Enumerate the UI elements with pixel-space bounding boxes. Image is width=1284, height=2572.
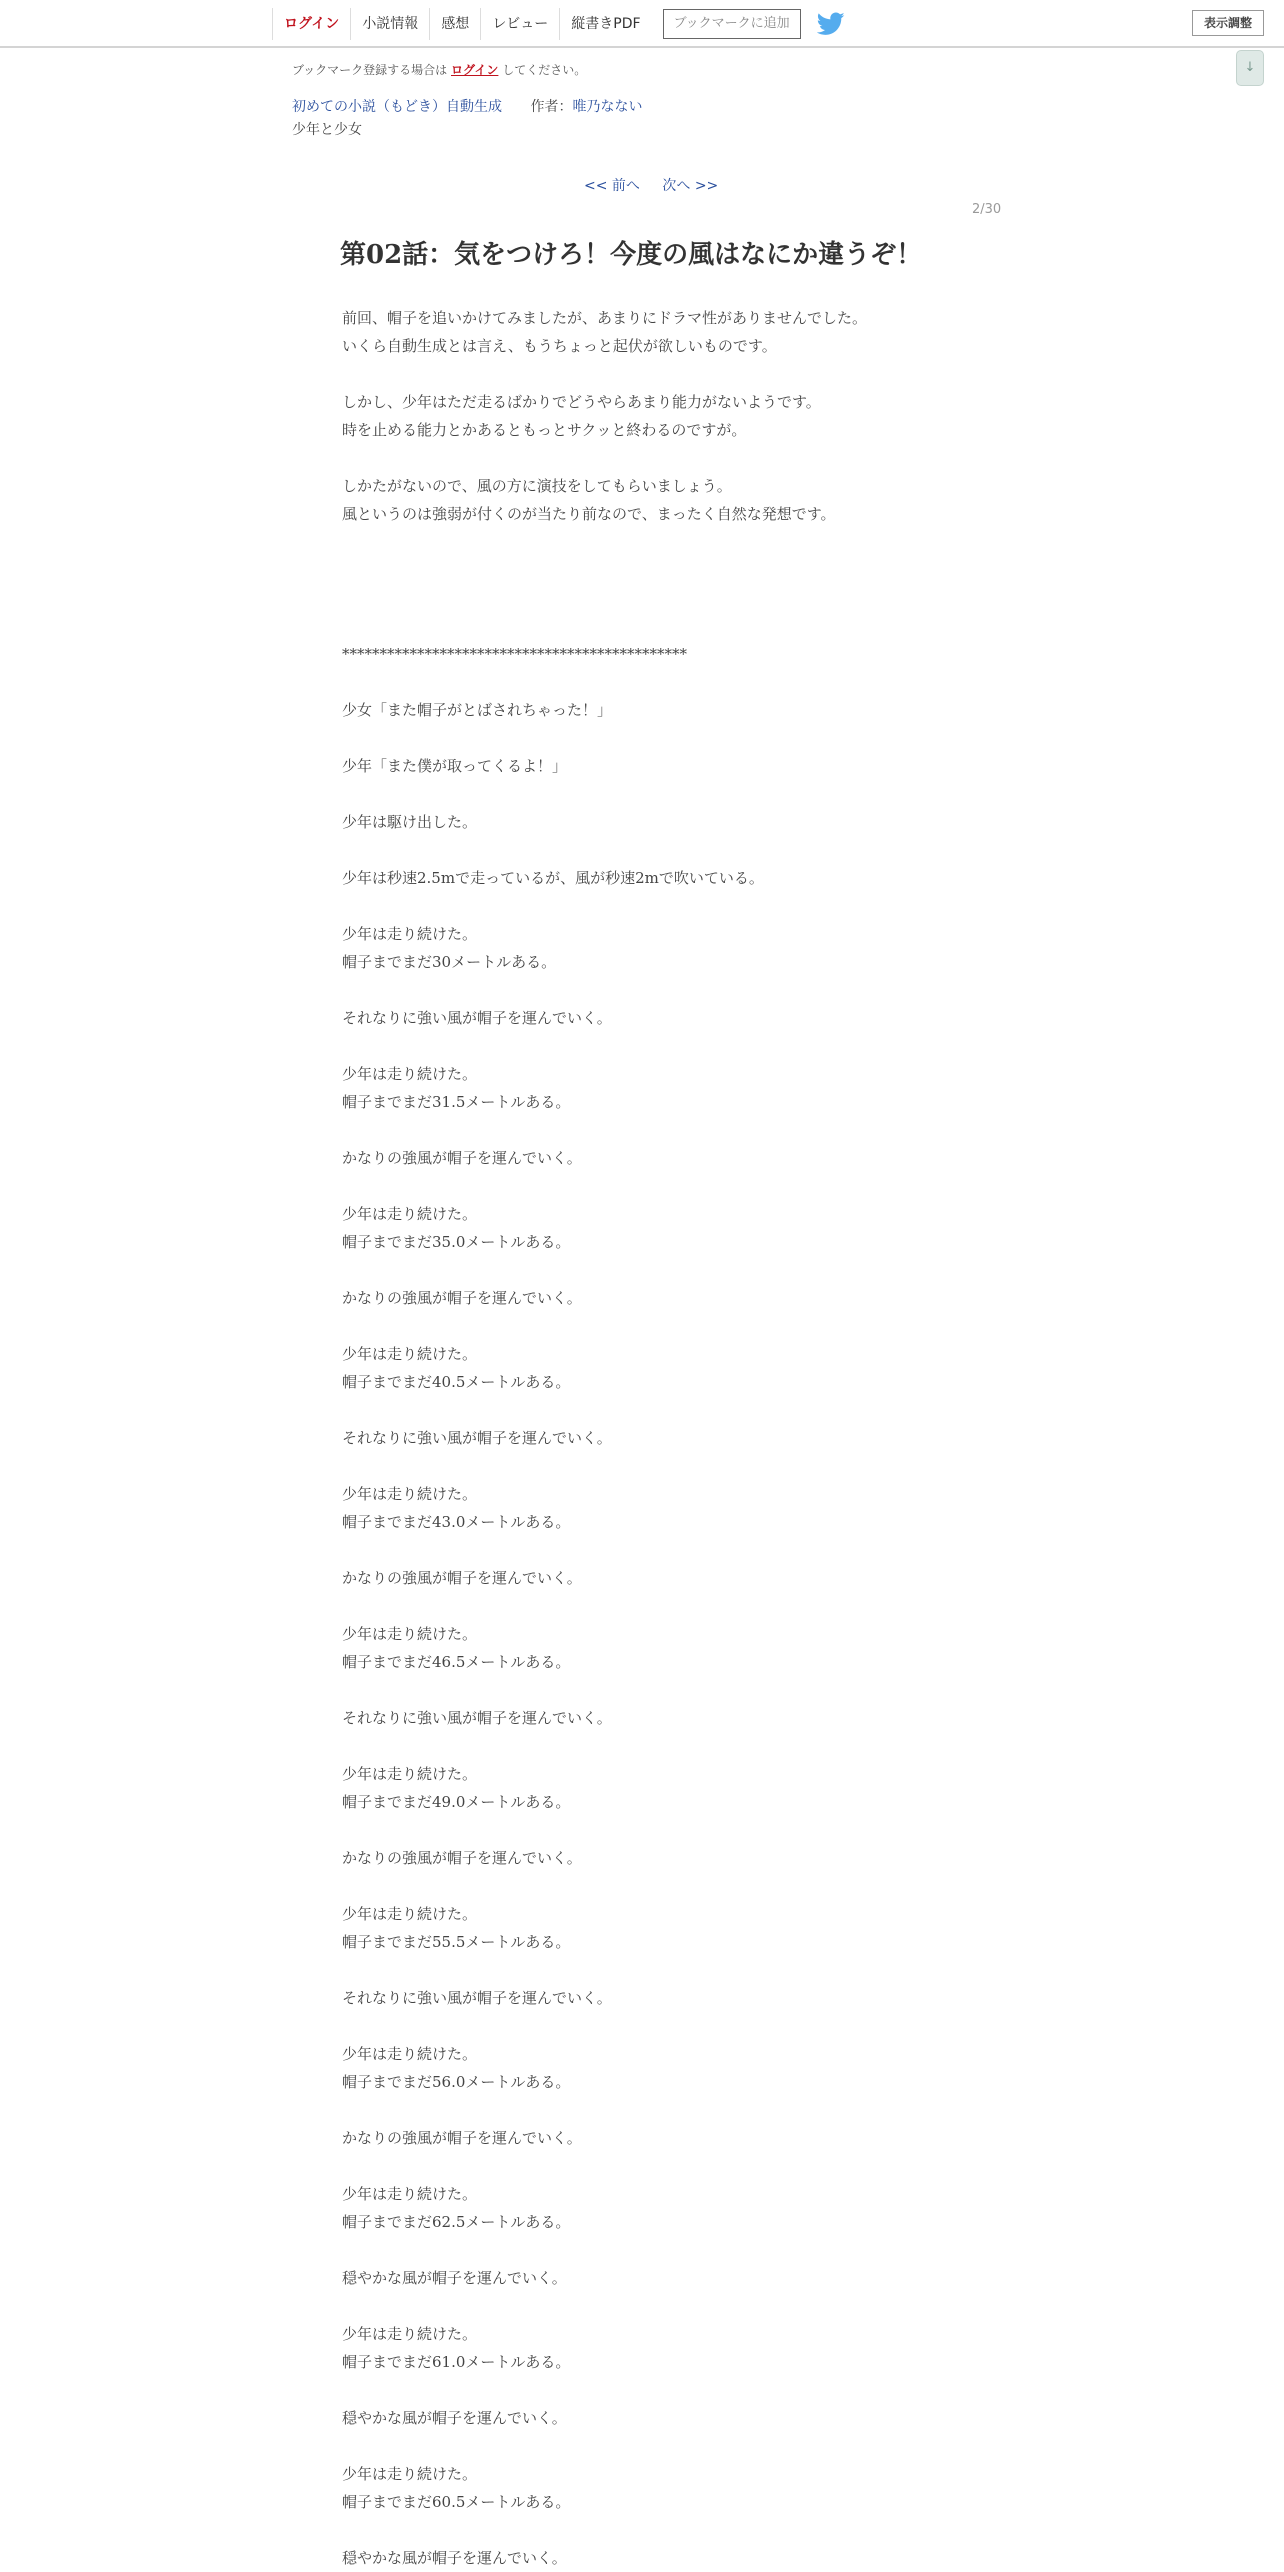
body-line: 帽子までまだ49.0メートルある。	[342, 1793, 571, 1811]
blank-line	[342, 1592, 1042, 1620]
blank-line	[342, 1172, 1042, 1200]
notice-prefix: ブックマーク登録する場合は	[292, 63, 448, 77]
body-line: 帽子までまだ61.0メートルある。	[342, 2353, 571, 2371]
blank-line	[342, 556, 1042, 584]
body-line: 少年は走り続けた。	[342, 925, 478, 943]
next-chapter-link[interactable]: 次へ >>	[662, 178, 719, 194]
blank-line	[342, 780, 1042, 808]
body-line: 少年は走り続けた。	[342, 2325, 478, 2343]
body-line: 少年は走り続けた。	[342, 1205, 478, 1223]
blank-line	[342, 1676, 1042, 1704]
blank-line	[342, 976, 1042, 1004]
body-line: 少年は走り続けた。	[342, 1345, 478, 1363]
blank-line	[342, 2432, 1042, 2460]
nav-impressions[interactable]: 感想	[429, 8, 480, 40]
page-count: 2/30	[972, 202, 1002, 217]
body-line: 少年は走り続けた。	[342, 1485, 478, 1503]
body-line: 少年「また僕が取ってくるよ！」	[342, 757, 568, 775]
blank-line	[342, 1536, 1042, 1564]
body-line: 帽子までまだ55.5メートルある。	[342, 1933, 571, 1951]
body-line: いくら自動生成とは言え、もうちょっと起伏が欲しいものです。	[342, 337, 777, 355]
blank-line	[342, 2096, 1042, 2124]
body-line: 帽子までまだ56.0メートルある。	[342, 2073, 571, 2091]
blank-line	[342, 528, 1042, 556]
blank-line	[342, 360, 1042, 388]
twitter-bird-icon[interactable]	[817, 12, 845, 36]
top-bar	[0, 0, 1284, 48]
body-line: それなりに強い風が帽子を運んでいく。	[342, 1009, 612, 1027]
body-line: 少年は走り続けた。	[342, 2465, 478, 2483]
add-bookmark-button[interactable]: ブックマークに追加	[663, 9, 801, 39]
body-line: それなりに強い風が帽子を運んでいく。	[342, 1709, 612, 1727]
display-settings-button[interactable]: 表示調整	[1192, 10, 1264, 36]
nav-vertical-pdf[interactable]: 縦書きPDF	[559, 8, 651, 40]
blank-line	[342, 2236, 1042, 2264]
body-line: 帽子までまだ40.5メートルある。	[342, 1373, 571, 1391]
body-line: 少年は走り続けた。	[342, 1765, 478, 1783]
down-arrow-icon[interactable]: ↓	[1236, 50, 1264, 86]
blank-line	[342, 444, 1042, 472]
body-line: 帽子までまだ46.5メートルある。	[342, 1653, 571, 1671]
chapter-body	[342, 304, 1042, 2572]
body-line: 穏やかな風が帽子を運んでいく。	[342, 2409, 567, 2427]
nav-login[interactable]: ログイン	[272, 8, 350, 40]
body-line: それなりに強い風が帽子を運んでいく。	[342, 1989, 612, 2007]
body-line: 少年は走り続けた。	[342, 2185, 478, 2203]
body-line: かなりの強風が帽子を運んでいく。	[342, 1289, 582, 1307]
blank-line	[342, 1032, 1042, 1060]
body-line: 帽子までまだ31.5メートルある。	[342, 1093, 571, 1111]
body-line: 穏やかな風が帽子を運んでいく。	[342, 2269, 567, 2287]
body-line: かなりの強風が帽子を運んでいく。	[342, 1849, 582, 1867]
blank-line	[342, 892, 1042, 920]
header-nav	[272, 8, 845, 40]
blank-line	[342, 1816, 1042, 1844]
series-info	[292, 96, 642, 116]
notice-suffix: してください。	[502, 63, 587, 77]
body-line: 少女「また帽子がとばされちゃった！」	[342, 701, 613, 719]
chapter-pager	[584, 175, 718, 195]
body-line: 帽子までまだ43.0メートルある。	[342, 1513, 571, 1531]
nav-novel-info[interactable]: 小説情報	[350, 8, 429, 40]
blank-line	[342, 1396, 1042, 1424]
body-line: 帽子までまだ60.5メートルある。	[342, 2493, 571, 2511]
body-line: しかたがないので、風の方に演技をしてもらいましょう。	[342, 477, 732, 495]
body-line: かなりの強風が帽子を運んでいく。	[342, 1569, 582, 1587]
body-line: 少年は駆け出した。	[342, 813, 478, 831]
blank-line	[342, 584, 1042, 612]
login-notice	[292, 61, 586, 78]
body-line: 少年は走り続けた。	[342, 2045, 478, 2063]
blank-line	[342, 2376, 1042, 2404]
blank-line	[342, 1452, 1042, 1480]
novel-subtitle: 少年と少女	[292, 122, 362, 138]
blank-line	[342, 2292, 1042, 2320]
blank-line	[342, 668, 1042, 696]
body-line: それなりに強い風が帽子を運んでいく。	[342, 1429, 612, 1447]
body-line: 穏やかな風が帽子を運んでいく。	[342, 2549, 567, 2567]
body-line: 少年は走り続けた。	[342, 1905, 478, 1923]
blank-line	[342, 1256, 1042, 1284]
blank-line	[342, 724, 1042, 752]
nav-review[interactable]: レビュー	[480, 8, 559, 40]
notice-login-link[interactable]: ログイン	[451, 63, 499, 77]
blank-line	[342, 1872, 1042, 1900]
author-link[interactable]: 唯乃なない	[572, 99, 643, 115]
body-line: 風というのは強弱が付くのが当たり前なので、まったく自然な発想です。	[342, 505, 836, 523]
body-line: しかし、少年はただ走るばかりでどうやらあまり能力がないようです。	[342, 393, 821, 411]
blank-line	[342, 2516, 1042, 2544]
blank-line	[342, 2012, 1042, 2040]
body-line: かなりの強風が帽子を運んでいく。	[342, 1149, 582, 1167]
body-line: 帽子までまだ35.0メートルある。	[342, 1233, 571, 1251]
author-prefix: 作者：	[530, 99, 573, 115]
series-title-link[interactable]: 初めての小説（もどき）自動生成	[292, 99, 502, 115]
blank-line	[342, 612, 1042, 640]
body-line: 前回、帽子を追いかけてみましたが、あまりにドラマ性がありませんでした。	[342, 309, 868, 327]
body-line: 帽子までまだ30メートルある。	[342, 953, 557, 971]
body-line: 時を止める能力とかあるともっとサクッと終わるのですが。	[342, 421, 747, 439]
body-line: 帽子までまだ62.5メートルある。	[342, 2213, 571, 2231]
body-line: かなりの強風が帽子を運んでいく。	[342, 2129, 582, 2147]
blank-line	[342, 1312, 1042, 1340]
body-line: **********************************************	[342, 645, 687, 663]
blank-line	[342, 1116, 1042, 1144]
body-line: 少年は秒速2.5mで走っているが、風が秒速2mで吹いている。	[342, 869, 764, 887]
blank-line	[342, 2152, 1042, 2180]
body-line: 少年は走り続けた。	[342, 1625, 478, 1643]
blank-line	[342, 836, 1042, 864]
blank-line	[342, 1956, 1042, 1984]
prev-chapter-link[interactable]: << 前へ	[584, 178, 640, 194]
body-line: 少年は走り続けた。	[342, 1065, 478, 1083]
blank-line	[342, 1732, 1042, 1760]
chapter-title: 第02話：気をつけろ！今度の風はなにか違うぞ！	[340, 240, 923, 270]
